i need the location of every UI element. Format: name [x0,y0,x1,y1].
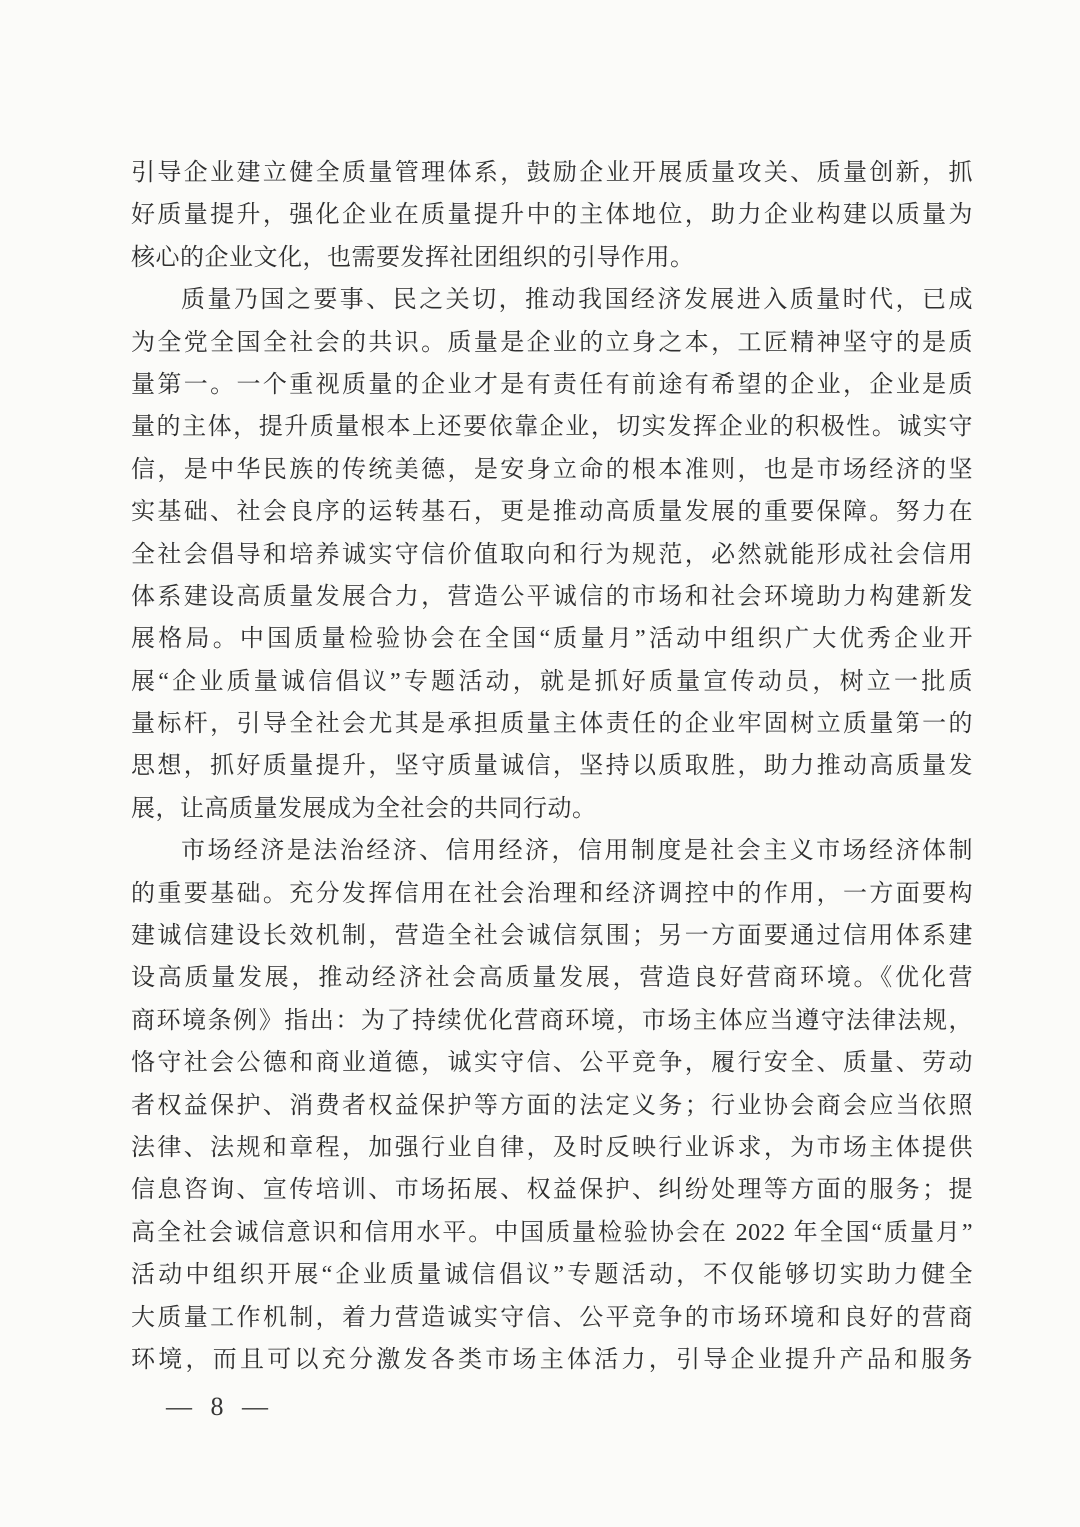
text-line: 量标杆，引导全社会尤其是承担质量主体责任的企业牢固树立质量第一的 [131,711,973,738]
text-line: 高全社会诚信意识和信用水平。中国质量检验协会在 2022 年全国“质量月” [131,1219,973,1246]
text-line: 法律、法规和章程，加强行业自律，及时反映行业诉求，为市场主体提供 [131,1134,973,1161]
text-line: 好质量提升，强化企业在质量提升中的主体地位，助力企业构建以质量为 [131,202,973,229]
page-number: — 8 — [166,1392,274,1421]
text-line: 展“企业质量诚信倡议”专题活动，就是抓好质量宣传动员，树立一批质 [131,668,973,695]
text-line: 的重要基础。充分发挥信用在社会治理和经济调控中的作用，一方面要构 [131,880,973,907]
text-line: 商环境条例》指出：为了持续优化营商环境，市场主体应当遵守法律法规， [131,1007,973,1034]
text-line: 质量乃国之要事、民之关切，推动我国经济发展进入质量时代，已成 [181,287,973,314]
text-line: 建诚信建设长效机制，营造全社会诚信氛围；另一方面要通过信用体系建 [131,923,973,950]
text-line: 设高质量发展，推动经济社会高质量发展，营造良好营商环境。《优化营 [131,965,973,992]
text-line: 核心的企业文化，也需要发挥社团组织的引导作用。 [131,244,695,271]
text-line: 展，让高质量发展成为全社会的共同行动。 [131,795,597,822]
text-line: 量的主体，提升质量根本上还要依靠企业，切实发挥企业的积极性。诚实守 [131,414,973,441]
text-line: 实基础、社会良序的运转基石，更是推动高质量发展的重要保障。努力在 [131,499,973,526]
text-line: 为全党全国全社会的共识。质量是企业的立身之本，工匠精神坚守的是质 [131,329,973,356]
text-line: 引导企业建立健全质量管理体系，鼓励企业开展质量攻关、质量创新，抓 [131,160,973,186]
text-line: 展格局。中国质量检验协会在全国“质量月”活动中组织广大优秀企业开 [131,626,973,653]
text-line: 信，是中华民族的传统美德，是安身立命的根本准则，也是市场经济的坚 [131,456,973,483]
text-line: 者权益保护、消费者权益保护等方面的法定义务；行业协会商会应当依照 [131,1092,973,1119]
text-line: 信息咨询、宣传培训、市场拓展、权益保护、纠纷处理等方面的服务；提 [131,1177,973,1204]
text-line: 大质量工作机制，着力营造诚实守信、公平竞争的市场环境和良好的营商 [131,1304,973,1331]
text-line: 量第一。一个重视质量的企业才是有责任有前途有希望的企业，企业是质 [131,371,973,398]
text-line: 恪守社会公德和商业道德，诚实守信、公平竞争，履行安全、质量、劳动 [131,1050,973,1077]
text-line: 市场经济是法治经济、信用经济，信用制度是社会主义市场经济体制 [181,838,973,865]
text-line: 思想，抓好质量提升，坚守质量诚信，坚持以质取胜，助力推动高质量发 [131,753,973,780]
text-line: 环境，而且可以充分激发各类市场主体活力，引导企业提升产品和服务 [131,1346,973,1373]
text-line: 体系建设高质量发展合力，营造公平诚信的市场和社会环境助力构建新发 [131,583,973,610]
document-body [131,152,973,1381]
text-line: 活动中组织开展“企业质量诚信倡议”专题活动，不仅能够切实助力健全 [131,1262,973,1289]
text-line: 全社会倡导和培养诚实守信价值取向和行为规范，必然就能形成社会信用 [131,541,973,568]
